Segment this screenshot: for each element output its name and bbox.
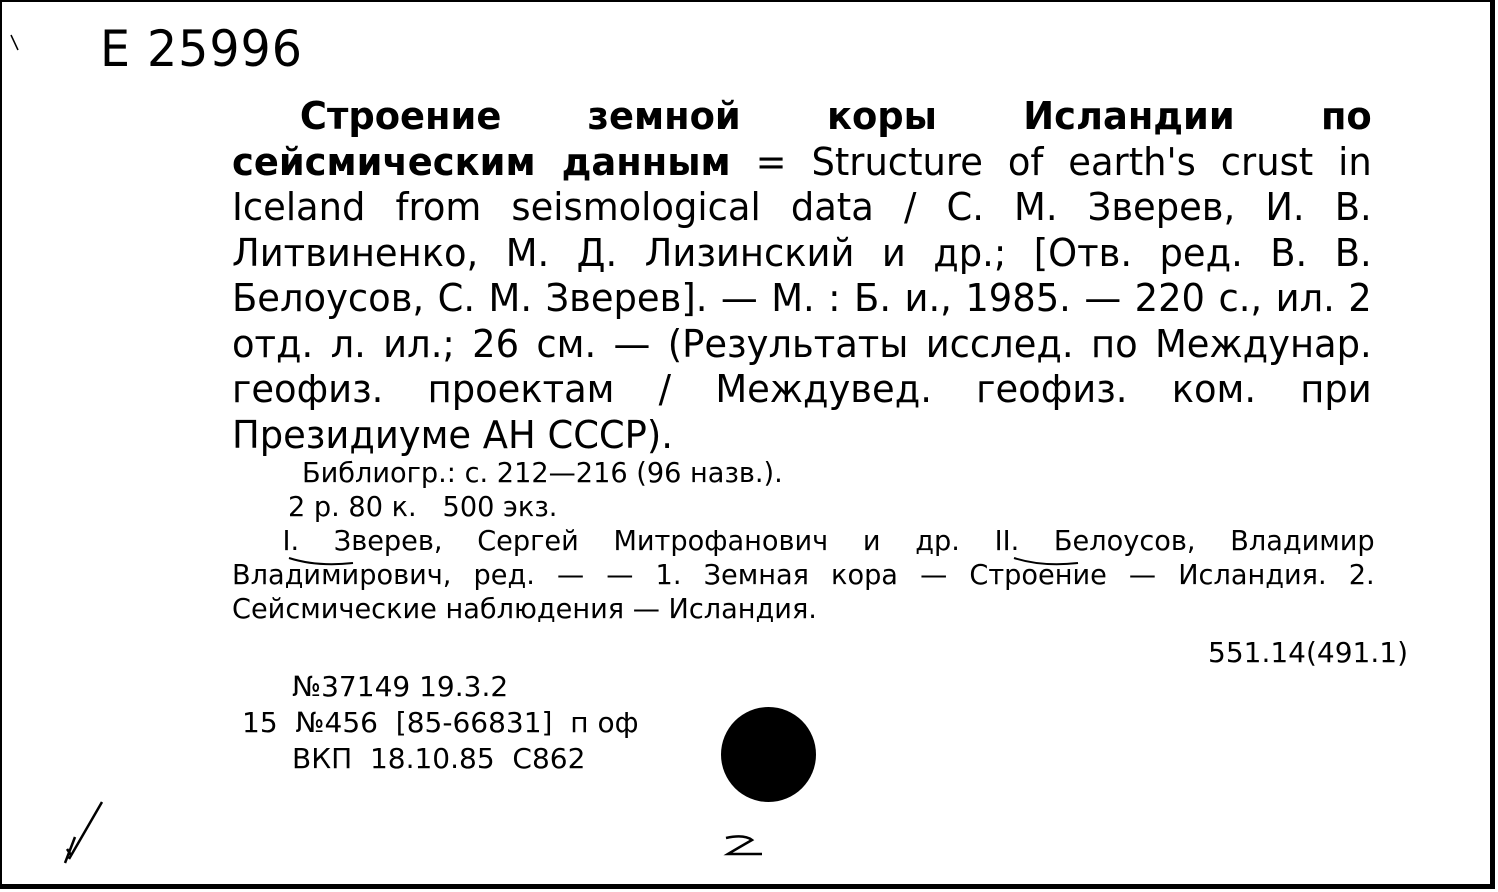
underline-mark-i xyxy=(287,555,357,569)
handwritten-mark-left xyxy=(57,797,112,867)
underline-mark-ii xyxy=(1012,555,1082,569)
bibliographic-description xyxy=(232,94,1372,458)
bibliography-note: Библиогр.: с. 212—216 (96 назв.). xyxy=(302,456,783,489)
subject-tracings: I. Зверев, Сергей Митрофанович и др. II. Белоусов, Владимир Владимирович, ред. — — 1. Земная кора — Строение — Исландия. 2. Сейсмические наблюдения — Исландия. xyxy=(232,524,1375,625)
processing-line-3: ВКП 18.10.85 С862 xyxy=(292,742,586,775)
title-bold: Строение земной коры Исландии по сейсмическим данным xyxy=(232,94,1372,184)
punch-hole xyxy=(721,707,816,802)
processing-line-1: №37149 19.3.2 xyxy=(292,670,509,703)
udc-classification: 551.14(491.1) xyxy=(1208,636,1408,669)
title-rest: = Structure of earth's crust in Iceland from seismological data / С. М. Зверев, И. В. Литвиненко, М. Д. Лизинский и др.; [Отв. ред. В. В. Белоусов, С. М. Зверев]. — М. : Б. и., 1985. — 220 с., ил. 2 отд. л. ил.; 26 см. — (Результаты исслед. по Междунар. геофиз. проектам / Междувед. геофиз. ком. при Президиуме АН СССР). xyxy=(232,139,1372,457)
price-and-copies: 2 р. 80 к. 500 экз. xyxy=(288,490,558,523)
corner-tick xyxy=(8,32,22,54)
processing-line-2: 15 №456 [85-66831] п оф xyxy=(242,706,639,739)
handwritten-mark-bottom xyxy=(722,830,772,866)
call-number: Е 25996 xyxy=(100,20,303,78)
